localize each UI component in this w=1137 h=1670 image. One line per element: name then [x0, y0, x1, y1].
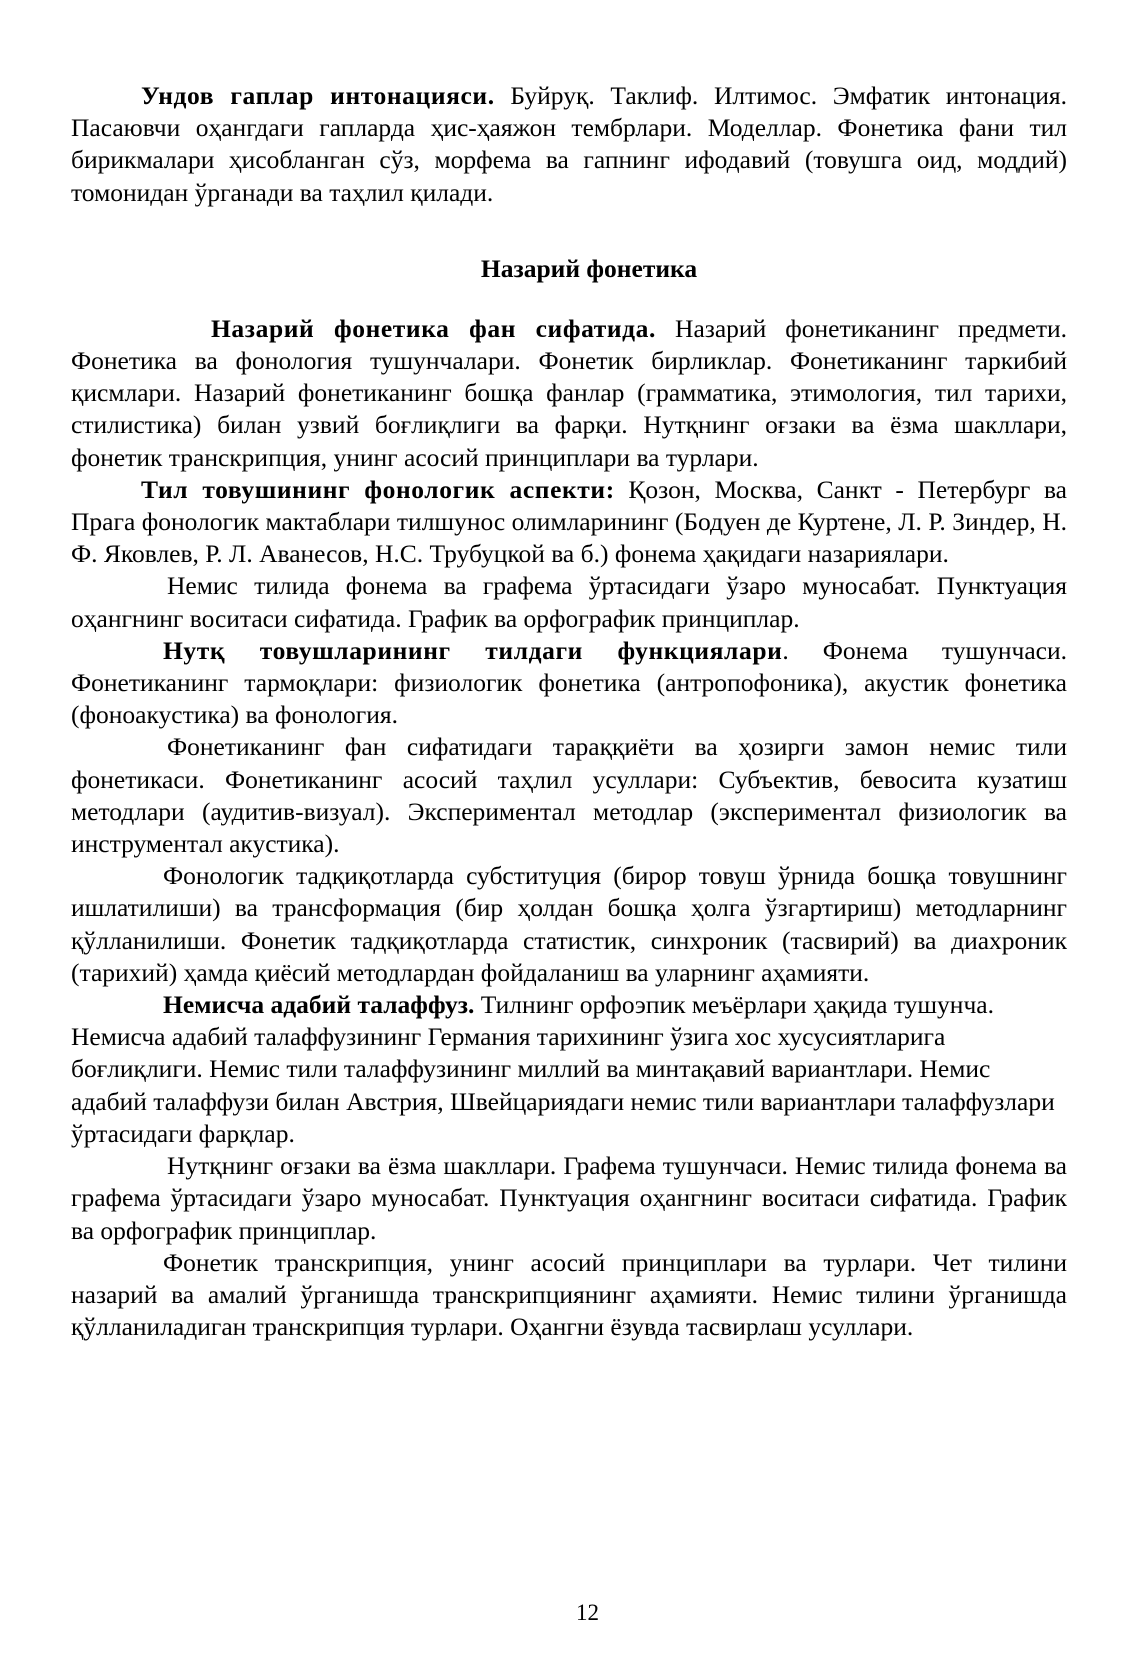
paragraph-phoneme-grapheme: [71, 570, 1067, 634]
paragraph-lead: Ундов гаплар интонацияси.: [141, 81, 495, 110]
paragraph-text: Қозон, Москва, Санкт - Петербург ва Прага фонологик мактаблари тилшунос олимларининг (Бодуен де Куртене, Л. Р. Зиндер, Н. Ф. Яковлев, Р. Л. Аванесов, Н.С. Трубуцкой ва б.) фонема ҳақидаги назариялари.: [71, 474, 1067, 569]
page-number: 12: [576, 1600, 599, 1625]
paragraph-text: Назарий фонетиканинг предмети. Фонетика ва фонология тушунчалари. Фонетик бирликлар. Фонетиканинг таркибий қисмлари. Назарий фонетиканинг бошқа фанлар (грамматика, этимология, тил тарихи, стилистика) билан узвий боғлиқлиги ва фарқи. Нутқнинг оғзаки ва ёзма шакллари, фонетик транскрипция, унинг асосий принциплари ва турлари.: [71, 313, 1068, 472]
paragraph-speech-sound-functions: [71, 635, 1067, 732]
paragraph-text: Фонетик транскрипция, унинг асосий принциплари ва турлари. Чет тилини назарий ва амалий ўрганишда транскрипциянинг аҳамияти. Немис тилини ўрганишда қўлланиладиган транскрипция турлари. Оҳангни ёзувда тасвирлаш усуллари.: [71, 1247, 1067, 1342]
paragraph-transcription: [71, 1247, 1067, 1344]
paragraph-lead: Нутқ товушларининг тилдаги функциялари: [163, 635, 783, 665]
paragraph-theoretical-phonetics: [71, 313, 1067, 474]
paragraph-text: Тилнинг орфоэпик меъёрлари ҳақида тушунча. Немисча адабий талаффузининг Германия тарихининг ўзига хос хусусиятларига боғлиқлиги. Немис тили талаффузининг миллий ва минтақавий вариантлари. Немис адабий талаффузи билан Австрия, Швейцариядаги немис тили вариантлари талаффузлари ўртасидаги фарқлар.: [71, 990, 1055, 1148]
paragraph-exclamatory-intonation: [71, 80, 1067, 209]
paragraph-lead: Тил товушининг фонологик аспекти:: [141, 474, 615, 504]
paragraph-text: Буйруқ. Таклиф. Илтимос. Эмфатик интонация. Пасаювчи оҳангдаги гапларда ҳис-ҳаяжон тембрлари. Моделлар. Фонетика фани тил бирикмалари ҳисобланган сўз, морфема ва гапнинг ифодавий (товушга оид, моддий) томонидан ўрганади ва таҳлил қилади.: [71, 81, 1067, 207]
paragraph-phonological-research: [71, 860, 1067, 989]
paragraph-lead: Немисча адабий талаффуз.: [163, 990, 475, 1020]
paragraph-literary-pronunciation: [71, 989, 1067, 1150]
paragraph-text: Нутқнинг оғзаки ва ёзма шакллари. Графема тушунчаси. Немис тилида фонема ва графема ўртасидаги ўзаро муносабат. Пунктуация оҳангнинг воситаси сифатида. График ва орфографик принциплар.: [71, 1151, 1067, 1245]
paragraph-phonological-aspect: [71, 474, 1067, 571]
paragraph-lead: Назарий фонетика фан сифатида.: [211, 313, 657, 343]
paragraph-text: Фонологик тадқиқотларда субституция (бирор товуш ўрнида бошқа товушнинг ишлатилиши) ва трансформация (бир ҳолдан бошқа ҳолга ўзгартириш) методларнинг қўлланилиши. Фонетик тадқиқотларда статистик, синхроник (тасвирий) ва диахроник (тарихий) ҳамда қиёсий методлардан фойдаланиш ва уларнинг аҳамияти.: [71, 861, 1067, 987]
paragraph-text: Фонетиканинг фан сифатидаги тараққиёти ва ҳозирги замон немис тили фонетикаси. Фонетиканинг асосий таҳлил усуллари: Субъектив, бевосита кузатиш методлари (аудитив-визуал). Экспериментал методлар (экспериментал физиологик ва инструментал акустика).: [71, 732, 1067, 859]
paragraph-phonetics-development: [71, 731, 1067, 860]
paragraph-text: Немис тилида фонема ва графема ўртасидаги ўзаро муносабат. Пунктуация оҳангнинг воситаси сифатида. График ва орфографик принциплар.: [71, 571, 1067, 633]
section-heading: Назарий фонетика: [480, 253, 698, 283]
paragraph-speech-forms: [71, 1150, 1067, 1247]
paragraph-text: . Фонема тушунчаси. Фонетиканинг тармоқлари: физиологик фонетика (антропофоника), акустик фонетика (фоноакустика) ва фонология.: [71, 635, 1068, 730]
